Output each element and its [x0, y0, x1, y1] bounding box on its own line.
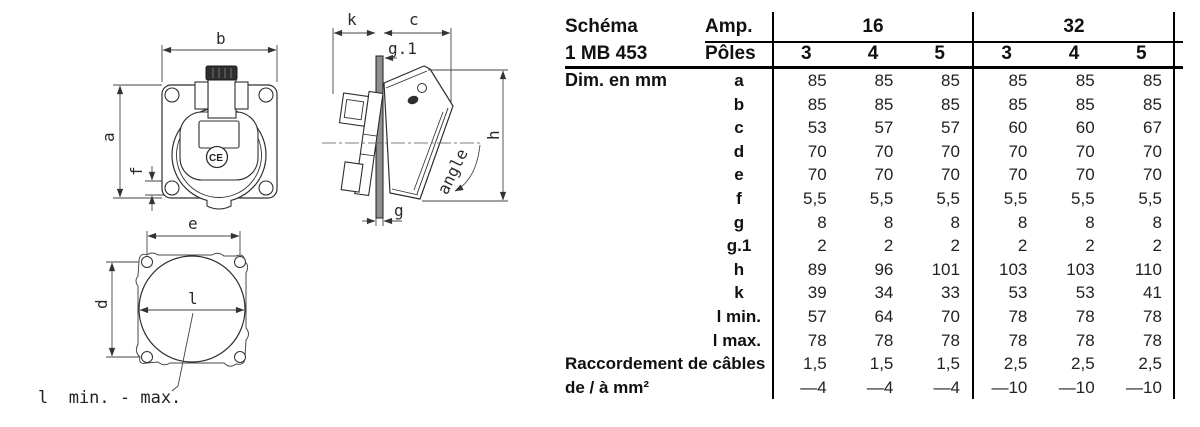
dim-value-cell: 5,5 [869, 188, 894, 208]
dim-value-cell: 5,5 [803, 188, 827, 208]
dim-value-cell: 2 [817, 236, 827, 256]
table-divider-right [1173, 12, 1175, 399]
dim-value-cell: 60 [1075, 118, 1095, 138]
dim-value-cell: 8 [950, 212, 960, 232]
table-row [565, 163, 1175, 187]
header-rule-thin [705, 41, 1183, 43]
dim-value-cell: 85 [807, 71, 827, 90]
dim-label-l: l [188, 289, 198, 308]
dim-value-cell: 85 [874, 94, 894, 114]
dim-value-cell: 78 [1008, 306, 1028, 326]
row-label: f [736, 188, 742, 208]
spacer-cell [565, 281, 705, 305]
dim-value-cell: 2 [1152, 236, 1162, 256]
dim-value-cell: 78 [1075, 330, 1095, 350]
poles-count: 3 [1001, 42, 1012, 64]
spacer-cell [565, 258, 705, 282]
drawing-caption: l min. - max. [38, 388, 182, 408]
dim-value-cell: 57 [941, 118, 960, 138]
hinge-knuckle [208, 78, 236, 118]
dim-value-cell: 110 [1134, 259, 1162, 279]
dim-value-cell: 8 [1085, 212, 1095, 232]
poles-label: Pôles [705, 42, 756, 64]
fixing-hole [142, 352, 153, 363]
panel-hole-circle [139, 256, 245, 362]
dim-value-cell: 85 [1075, 94, 1095, 114]
dim-value-cell: 2 [950, 236, 960, 256]
poles-count: 5 [934, 42, 945, 64]
table-row [565, 234, 1175, 258]
dim-value-cell: 85 [807, 94, 827, 114]
dim-value-cell: 2,5 [1003, 354, 1028, 374]
terminal-block [330, 88, 383, 195]
dim-value-cell: 70 [941, 165, 960, 185]
front-view-drawing [95, 30, 300, 230]
hinge-cap [206, 66, 237, 80]
dim-value-cell: 2 [883, 236, 894, 256]
angle-label: angle [433, 145, 472, 198]
row-label: l max. [712, 330, 761, 350]
dim-value-cell: —4 [800, 377, 827, 397]
dim-value-cell: 8 [883, 212, 894, 232]
dim-value-cell: 85 [874, 71, 894, 90]
dim-value-cell: 57 [874, 118, 894, 138]
dim-value-cell: 41 [1143, 283, 1162, 303]
dim-value-cell: —10 [1126, 377, 1162, 397]
lid-window [199, 121, 239, 148]
dim-value-cell: 57 [807, 306, 827, 326]
dim-value-cell: 5,5 [1138, 188, 1162, 208]
table-row [565, 376, 1175, 400]
bottom-tab [207, 200, 231, 209]
dim-value-cell: —4 [866, 377, 894, 397]
spacer-cell [565, 211, 705, 235]
fixing-hole [235, 352, 246, 363]
fixing-hole [259, 88, 273, 102]
dim-value-cell: 85 [941, 94, 960, 114]
dim-value-cell: 53 [807, 118, 827, 138]
dim-label-g1: g.1 [388, 39, 417, 58]
dim-value-cell: 8 [1017, 212, 1028, 232]
dim-value-cell: 70 [1008, 141, 1028, 161]
dim-value-cell: 78 [807, 330, 827, 350]
dim-value-cell: 70 [1143, 141, 1162, 161]
poles-count: 4 [867, 42, 879, 64]
dim-value-cell: 70 [807, 141, 827, 161]
fixing-hole [165, 88, 179, 102]
table-row [565, 211, 1175, 235]
dim-value-cell: 34 [874, 283, 894, 303]
poles-count: 5 [1136, 42, 1147, 64]
dim-value-cell: 85 [1008, 94, 1028, 114]
row-label: c [734, 118, 744, 138]
dim-value-cell: 70 [941, 141, 960, 161]
schema-label: Schéma [565, 15, 638, 37]
dim-value-cell: 103 [998, 259, 1028, 279]
schema-value: 1 MB 453 [565, 42, 648, 64]
dim-value-cell: 78 [874, 330, 894, 350]
row-label: a [734, 71, 744, 90]
poles-count: 4 [1068, 42, 1080, 64]
dim-unit-label: Dim. en mm [565, 70, 668, 90]
dim-value-cell: 53 [1075, 283, 1095, 303]
row-label: d [733, 141, 745, 161]
amp-group-32: 32 [1063, 15, 1085, 37]
dim-value-cell: 70 [874, 165, 894, 185]
table-header-amp-row [565, 12, 1185, 41]
row-label: g [733, 212, 745, 232]
side-view-drawing [318, 8, 533, 238]
table-row [565, 187, 1175, 211]
spacer-cell [565, 187, 705, 211]
dim-value-cell: 85 [1143, 94, 1162, 114]
table-row [565, 281, 1175, 305]
dim-value-cell: 89 [807, 259, 827, 279]
table-body [565, 69, 1175, 399]
dim-value-cell: 60 [1008, 118, 1028, 138]
dim-value-cell: 5,5 [1003, 188, 1028, 208]
dim-value-cell: 53 [1008, 283, 1028, 303]
dim-value-cell: 78 [1008, 330, 1028, 350]
poles-count: 3 [801, 42, 812, 64]
dim-value-cell: 101 [931, 259, 960, 279]
table-row [565, 69, 1175, 93]
dim-label-b: b [216, 30, 226, 48]
dim-value-cell: 70 [807, 165, 827, 185]
dim-value-cell: 2,5 [1138, 354, 1162, 374]
dim-value-cell: 70 [1075, 141, 1095, 161]
dim-value-cell: 1,5 [869, 354, 894, 374]
spacer-cell [565, 140, 705, 164]
dim-value-cell: 67 [1143, 118, 1162, 138]
dim-value-cell: —10 [1058, 377, 1095, 397]
dim-value-cell: 2 [1085, 236, 1095, 256]
dim-value-cell: 70 [1075, 165, 1095, 185]
dim-value-cell: 39 [807, 283, 827, 303]
row-label: de / à mm² [565, 377, 650, 397]
row-label: Raccordement de câbles [565, 354, 766, 374]
row-label: b [733, 94, 745, 114]
flange-screw [418, 84, 427, 93]
dim-value-cell: 2,5 [1071, 354, 1095, 374]
dim-value-cell: 85 [1008, 71, 1028, 90]
dim-value-cell: —10 [991, 377, 1028, 397]
header-rule-thick [565, 66, 1183, 69]
dim-label-k: k [347, 10, 357, 29]
dim-label-f: f [127, 166, 146, 176]
dim-value-cell: 2 [1017, 236, 1028, 256]
dim-value-cell: 85 [1143, 71, 1162, 90]
table-row [565, 258, 1175, 282]
table-divider-left [772, 12, 774, 399]
row-label: g.1 [726, 236, 752, 256]
dim-label-e: e [188, 218, 198, 233]
amp-label: Amp. [705, 15, 753, 37]
row-label: e [734, 165, 744, 185]
dim-value-cell: 70 [874, 141, 894, 161]
dim-value-cell: 5,5 [936, 188, 960, 208]
dimension-table [565, 12, 1185, 402]
table-row [565, 116, 1175, 140]
row-label: k [734, 283, 744, 303]
dim-value-cell: 8 [817, 212, 827, 232]
dim-label-d: d [92, 299, 111, 309]
table-row [565, 352, 1175, 376]
dim-label-c: c [409, 10, 419, 29]
row-label: l min. [716, 306, 761, 326]
ce-mark: CE [209, 153, 223, 164]
hinge-bracket-left [195, 82, 208, 109]
dim-value-cell: 64 [874, 306, 894, 326]
amp-group-16: 16 [862, 15, 884, 37]
dim-value-cell: 1,5 [803, 354, 827, 374]
dim-value-cell: —4 [933, 377, 960, 397]
dim-value-cell: 33 [941, 283, 960, 303]
dim-value-cell: 8 [1152, 212, 1162, 232]
dim-value-cell: 70 [1143, 165, 1162, 185]
dim-value-cell: 70 [1008, 165, 1028, 185]
table-row [565, 305, 1175, 329]
dim-value-cell: 78 [1075, 306, 1095, 326]
table-row [565, 93, 1175, 117]
dim-value-cell: 70 [941, 306, 960, 326]
row-label: h [733, 259, 745, 279]
spacer-cell [565, 234, 705, 258]
dim-value-cell: 78 [1143, 306, 1162, 326]
spacer-cell [565, 116, 705, 140]
dim-value-cell: 1,5 [936, 354, 960, 374]
dim-value-cell: 5,5 [1071, 188, 1095, 208]
fixing-hole [259, 181, 273, 195]
table-row [565, 329, 1175, 353]
hinge-bracket-right [235, 82, 248, 109]
dim-value-cell: 85 [1075, 71, 1095, 90]
dim-label-h: h [484, 130, 503, 140]
spacer-cell [565, 163, 705, 187]
fixing-hole [165, 181, 179, 195]
spacer-cell [565, 93, 705, 117]
dim-value-cell: 78 [941, 330, 960, 350]
dim-value-cell: 96 [874, 259, 894, 279]
table-row [565, 140, 1175, 164]
dim-value-cell: 85 [941, 71, 960, 90]
dim-value-cell: 78 [1143, 330, 1162, 350]
dim-label-a: a [99, 132, 118, 142]
table-header-poles-row [565, 41, 1185, 66]
fixing-hole [235, 257, 246, 268]
table-divider-middle [972, 12, 974, 399]
dim-value-cell: 103 [1066, 259, 1095, 279]
fixing-hole [142, 257, 153, 268]
dim-label-g: g [394, 201, 404, 220]
